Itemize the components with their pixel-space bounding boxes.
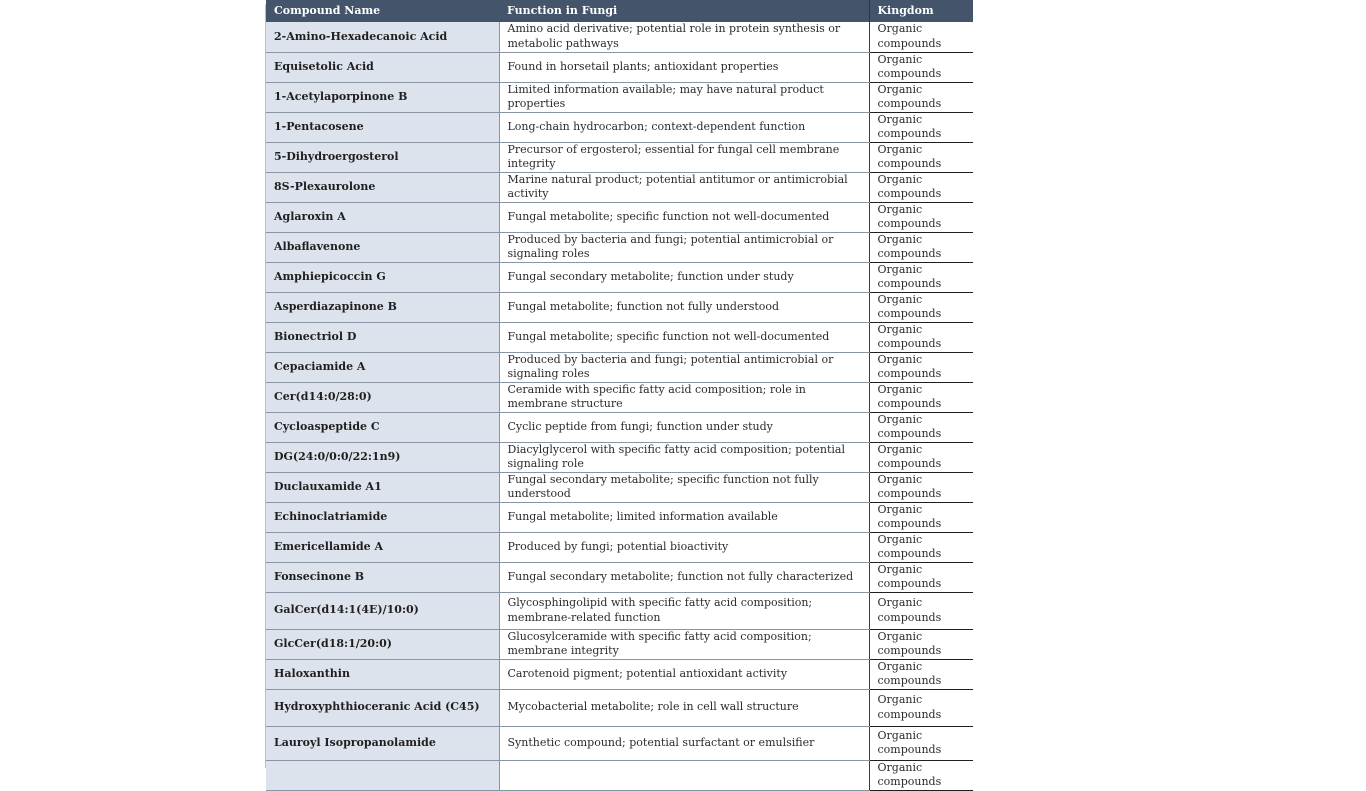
- function-cell: Produced by fungi; potential bioactivity: [499, 532, 869, 562]
- table-row: [266, 659, 973, 689]
- compound-name-cell: 5-Dihydroergosterol: [266, 142, 499, 172]
- header-function: Function in Fungi: [499, 0, 869, 22]
- function-cell: Fungal metabolite; limited information available: [499, 502, 869, 532]
- kingdom-cell: Organic compounds: [869, 760, 973, 790]
- kingdom-cell: Organic compounds: [869, 562, 973, 592]
- table-row: [266, 292, 973, 322]
- compound-name-cell: Fonsecinone B: [266, 562, 499, 592]
- table-row: [266, 262, 973, 292]
- compound-name-cell: Haloxanthin: [266, 659, 499, 689]
- table-row: [266, 382, 973, 412]
- compound-name-cell: Bionectriol D: [266, 322, 499, 352]
- compound-name-cell: Asperdiazapinone B: [266, 292, 499, 322]
- function-cell: Precursor of ergosterol; essential for fungal cell membrane integrity: [499, 142, 869, 172]
- compound-name-cell: Lauroyl Isopropanolamide: [266, 726, 499, 760]
- compound-name-cell: Cepaciamide A: [266, 352, 499, 382]
- kingdom-cell: Organic compounds: [869, 22, 973, 52]
- function-cell: Ceramide with specific fatty acid composition; role in membrane structure: [499, 382, 869, 412]
- kingdom-cell: Organic compounds: [869, 592, 973, 629]
- kingdom-cell: Organic compounds: [869, 659, 973, 689]
- function-cell: Fungal secondary metabolite; function under study: [499, 262, 869, 292]
- compound-name-cell: 2-Amino-Hexadecanoic Acid: [266, 22, 499, 52]
- kingdom-cell: Organic compounds: [869, 112, 973, 142]
- function-cell: Found in horsetail plants; antioxidant properties: [499, 52, 869, 82]
- kingdom-cell: Organic compounds: [869, 472, 973, 502]
- function-cell: Fungal metabolite; specific function not well-documented: [499, 202, 869, 232]
- function-cell: Long-chain hydrocarbon; context-dependent function: [499, 112, 869, 142]
- compound-name-cell: [266, 760, 499, 790]
- function-cell: [499, 760, 869, 790]
- compound-name-cell: Emericellamide A: [266, 532, 499, 562]
- function-cell: Limited information available; may have natural product properties: [499, 82, 869, 112]
- function-cell: Cyclic peptide from fungi; function under study: [499, 412, 869, 442]
- function-cell: Glycosphingolipid with specific fatty acid composition; membrane-related function: [499, 592, 869, 629]
- compound-name-cell: Equisetolic Acid: [266, 52, 499, 82]
- kingdom-cell: Organic compounds: [869, 142, 973, 172]
- table-body: [266, 22, 973, 790]
- compound-name-cell: Hydroxyphthioceranic Acid (C45): [266, 689, 499, 726]
- kingdom-cell: Organic compounds: [869, 689, 973, 726]
- table-row: [266, 52, 973, 82]
- kingdom-cell: Organic compounds: [869, 322, 973, 352]
- table-row: [266, 412, 973, 442]
- table-row: [266, 322, 973, 352]
- table-row: [266, 592, 973, 629]
- table-row: [266, 760, 973, 790]
- compound-name-cell: 1-Acetylaporpinone B: [266, 82, 499, 112]
- table-row: [266, 472, 973, 502]
- compound-name-cell: Albaflavenone: [266, 232, 499, 262]
- kingdom-cell: Organic compounds: [869, 172, 973, 202]
- compound-table: [266, 0, 973, 791]
- function-cell: Fungal metabolite; function not fully understood: [499, 292, 869, 322]
- function-cell: Produced by bacteria and fungi; potential antimicrobial or signaling roles: [499, 232, 869, 262]
- function-cell: Synthetic compound; potential surfactant or emulsifier: [499, 726, 869, 760]
- compound-name-cell: Cer(d14:0/28:0): [266, 382, 499, 412]
- table-row: [266, 629, 973, 659]
- table-row: [266, 442, 973, 472]
- kingdom-cell: Organic compounds: [869, 382, 973, 412]
- compound-name-cell: Aglaroxin A: [266, 202, 499, 232]
- kingdom-cell: Organic compounds: [869, 262, 973, 292]
- kingdom-cell: Organic compounds: [869, 532, 973, 562]
- table-row: [266, 352, 973, 382]
- function-cell: Fungal secondary metabolite; function not fully characterized: [499, 562, 869, 592]
- kingdom-cell: Organic compounds: [869, 412, 973, 442]
- compound-name-cell: DG(24:0/0:0/22:1n9): [266, 442, 499, 472]
- header-row: [266, 0, 973, 22]
- kingdom-cell: Organic compounds: [869, 232, 973, 262]
- header-kingdom: Kingdom: [869, 0, 973, 22]
- table-row: [266, 726, 973, 760]
- table-row: [266, 112, 973, 142]
- kingdom-cell: Organic compounds: [869, 442, 973, 472]
- function-cell: Diacylglycerol with specific fatty acid composition; potential signaling role: [499, 442, 869, 472]
- function-cell: Amino acid derivative; potential role in protein synthesis or metabolic pathways: [499, 22, 869, 52]
- function-cell: Fungal metabolite; specific function not well-documented: [499, 322, 869, 352]
- kingdom-cell: Organic compounds: [869, 202, 973, 232]
- compound-name-cell: Amphiepicoccin G: [266, 262, 499, 292]
- compound-name-cell: 1-Pentacosene: [266, 112, 499, 142]
- function-cell: Glucosylceramide with specific fatty acid composition; membrane integrity: [499, 629, 869, 659]
- function-cell: Mycobacterial metabolite; role in cell wall structure: [499, 689, 869, 726]
- table-row: [266, 689, 973, 726]
- compound-name-cell: GalCer(d14:1(4E)/10:0): [266, 592, 499, 629]
- compound-name-cell: Cycloaspeptide C: [266, 412, 499, 442]
- table-row: [266, 82, 973, 112]
- header-compound-name: Compound Name: [266, 0, 499, 22]
- table-row: [266, 142, 973, 172]
- compound-name-cell: GlcCer(d18:1/20:0): [266, 629, 499, 659]
- kingdom-cell: Organic compounds: [869, 292, 973, 322]
- table-row: [266, 22, 973, 52]
- table-row: [266, 172, 973, 202]
- function-cell: Carotenoid pigment; potential antioxidant activity: [499, 659, 869, 689]
- table-row: [266, 532, 973, 562]
- compound-name-cell: Echinoclatriamide: [266, 502, 499, 532]
- function-cell: Fungal secondary metabolite; specific function not fully understood: [499, 472, 869, 502]
- kingdom-cell: Organic compounds: [869, 82, 973, 112]
- table-row: [266, 202, 973, 232]
- function-cell: Produced by bacteria and fungi; potential antimicrobial or signaling roles: [499, 352, 869, 382]
- compound-name-cell: Duclauxamide A1: [266, 472, 499, 502]
- table-row: [266, 502, 973, 532]
- compound-name-cell: 8S-Plexaurolone: [266, 172, 499, 202]
- compound-table-container: [265, 0, 973, 788]
- kingdom-cell: Organic compounds: [869, 52, 973, 82]
- kingdom-cell: Organic compounds: [869, 726, 973, 760]
- kingdom-cell: Organic compounds: [869, 502, 973, 532]
- kingdom-cell: Organic compounds: [869, 629, 973, 659]
- function-cell: Marine natural product; potential antitumor or antimicrobial activity: [499, 172, 869, 202]
- kingdom-cell: Organic compounds: [869, 352, 973, 382]
- table-row: [266, 232, 973, 262]
- table-row: [266, 562, 973, 592]
